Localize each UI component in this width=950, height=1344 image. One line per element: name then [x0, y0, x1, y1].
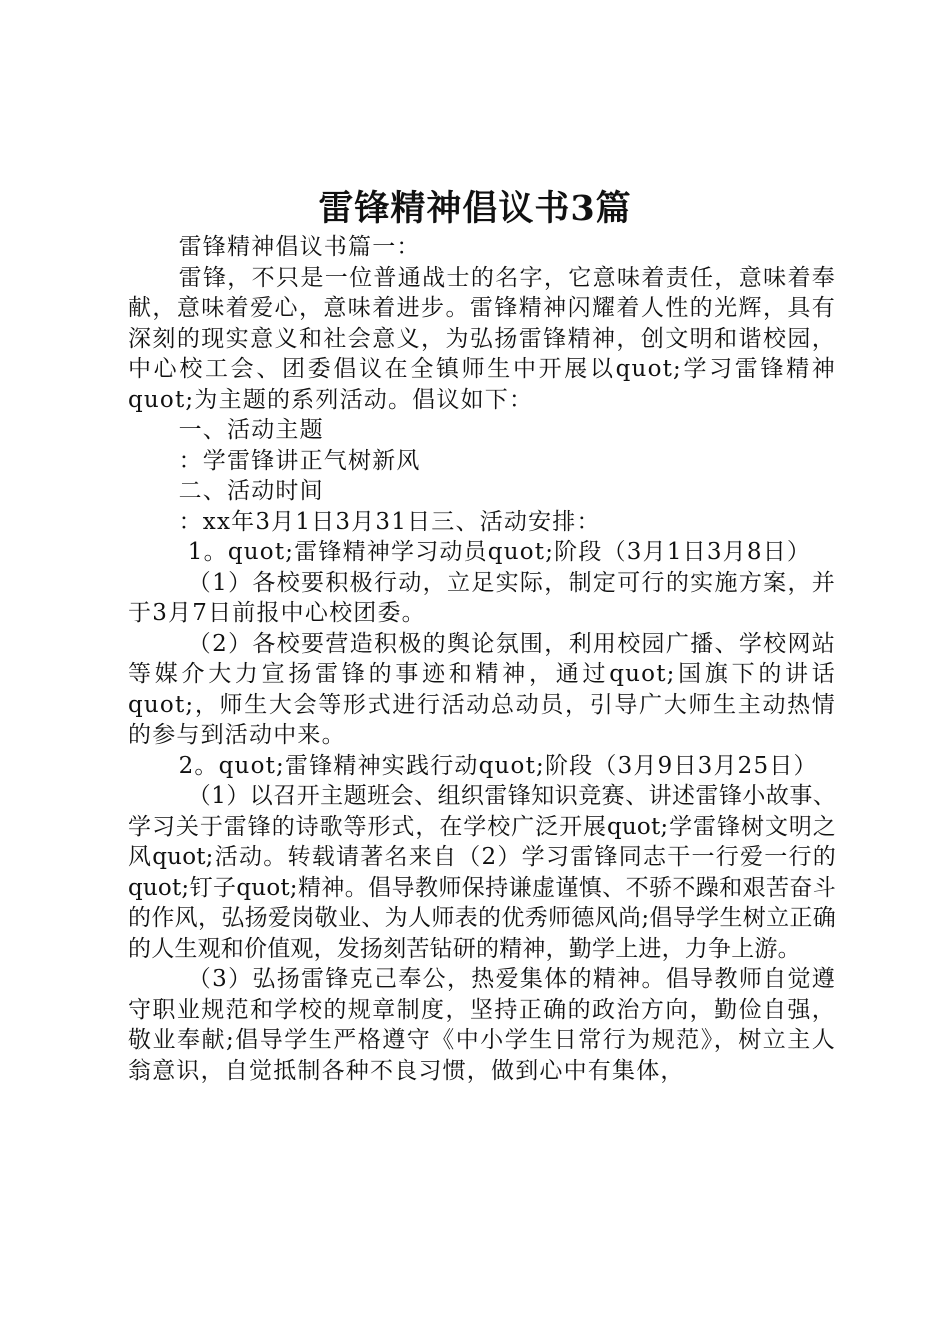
stage-two-item-1: （1）以召开主题班会、组织雷锋知识竞赛、讲述雷锋小故事、学习关于雷锋的诗歌等形式，在学校广泛开展quot;学雷锋树文明之风quot;活动。转载请著名来自（2）学习雷锋同志干一行爱一行的quot;钉子quot;精神。倡导教师保持谦虚谨慎、不骄不躁和艰苦奋斗的作风，弘扬爱岗敬业、为人师表的优秀师德风尚;倡导学生树立正确的人生观和价值观，发扬刻苦钻研的精神，勤学上进，力争上游。: [128, 783, 836, 962]
stage-two-heading: 2。quot;雷锋精神实践行动quot;阶段（3月9日3月25日）: [178, 752, 818, 779]
stage-one-heading: 1。quot;雷锋精神学习动员quot;阶段（3月1日3月8日）: [187, 539, 812, 565]
heading-activity-theme: 一、活动主题: [178, 417, 324, 443]
paragraph-activity-time: ：xx年3月1日3月31日三、活动安排：: [178, 508, 601, 535]
heading-activity-time: 二、活动时间: [178, 478, 324, 504]
document-title: 雷锋精神倡议书3篇: [318, 188, 632, 229]
paragraph-activity-theme: ：学雷锋讲正气树新风: [178, 447, 421, 474]
stage-one-item-1: （1）各校要积极行动，立足实际，制定可行的实施方案，并于3月7日前报中心校团委。: [128, 569, 836, 626]
stage-one-item-2: （2）各校要营造积极的舆论氛围，利用校园广播、学校网站等媒介大力宣扬雷锋的事迹和精神，通过quot;国旗下的讲话quot;，师生大会等形式进行活动总动员，引导广大师生主动热情的参与到活动中来。: [128, 630, 836, 748]
section-heading-part-one: 雷锋精神倡议书篇一：: [178, 234, 421, 260]
document-body: [128, 232, 836, 1086]
stage-two-item-3: （3）弘扬雷锋克己奉公，热爱集体的精神。倡导教师自觉遵守职业规范和学校的规章制度，坚持正确的政治方向，勤俭自强，敬业奉献;倡导学生严格遵守《中小学生日常行为规范》，树立主人翁意识，自觉抵制各种不良习惯，做到心中有集体，: [128, 966, 836, 1084]
paragraph-intro: 雷锋，不只是一位普通战士的名字，它意味着责任，意味着奉献，意味着爱心，意味着进步。雷锋精神闪耀着人性的光辉，具有深刻的现实意义和社会意义，为弘扬雷锋精神，创文明和谐校园，中心校工会、团委倡议在全镇师生中开展以quot;学习雷锋精神quot;为主题的系列活动。倡议如下：: [128, 264, 836, 413]
